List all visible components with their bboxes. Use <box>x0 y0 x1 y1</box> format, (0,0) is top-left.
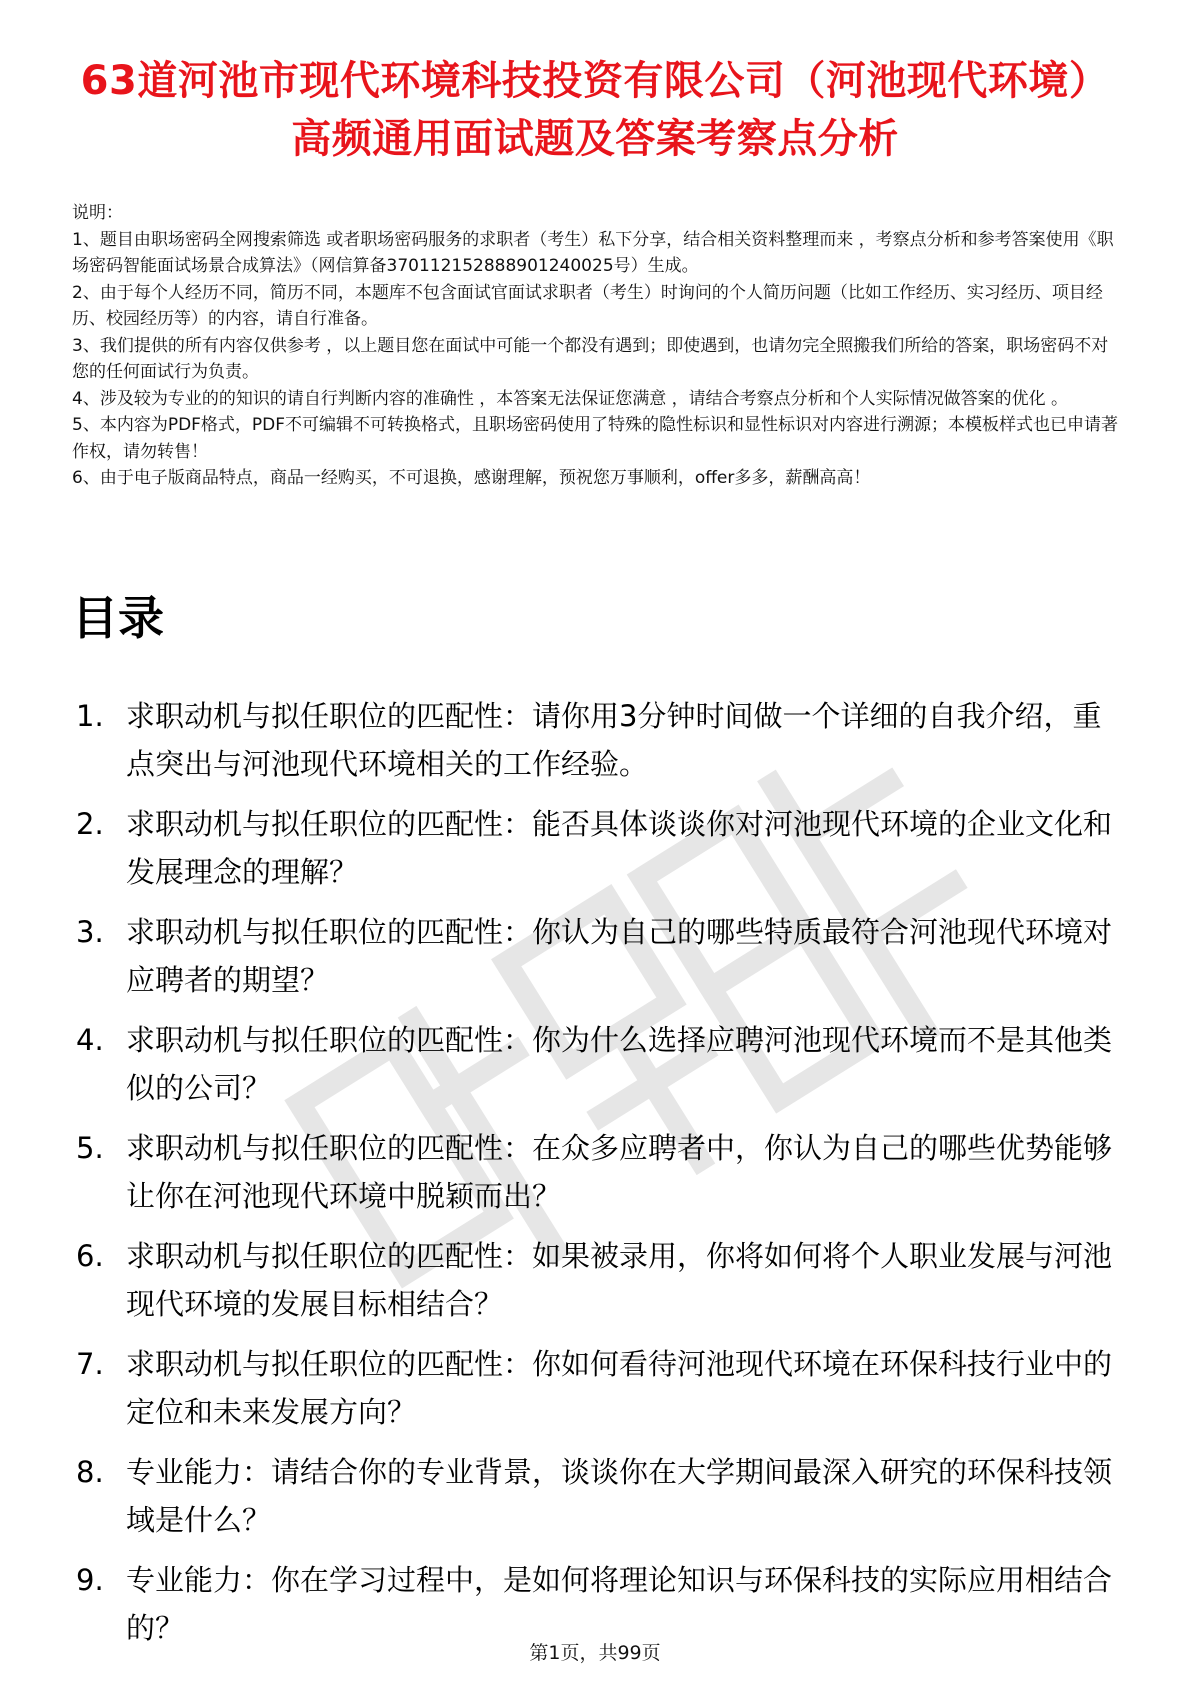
toc-item-text: 求职动机与拟任职位的匹配性：你认为自己的哪些特质最符合河池现代环境对应聘者的期望？ <box>126 915 1113 997</box>
note-item: 2、由于每个人经历不同，简历不同，本题库不包含面试官面试求职者（考生）时询问的个人简历问题（比如工作经历、实习经历、项目经历、校园经历等）的内容，请自行准备。 <box>72 282 1103 329</box>
note-item: 6、由于电子版商品特点，商品一经购买，不可退换，感谢理解，预祝您万事顺利，offer多多，薪酬高高！ <box>72 468 871 488</box>
document-title: 63道河池市现代环境科技投资有限公司（河池现代环境）高频通用面试题及答案考察点分析 <box>80 58 1110 162</box>
toc-item[interactable] <box>72 1232 1120 1328</box>
notes-heading: 说明： <box>72 203 123 223</box>
toc-item-number: 7. <box>76 1347 104 1381</box>
note-item: 4、涉及较为专业的的知识的请自行判断内容的准确性 ，本答案无法保证您满意 ，请结合考察点分析和个人实际情况做答案的优化 。 <box>72 388 1069 409</box>
toc-item-number: 2. <box>76 807 104 841</box>
toc-item-number: 4. <box>76 1023 104 1057</box>
toc-item[interactable] <box>72 1556 1120 1652</box>
toc-item[interactable] <box>72 692 1120 788</box>
toc-item-number: 6. <box>76 1239 104 1273</box>
toc-item[interactable] <box>72 800 1120 896</box>
toc-item-number: 8. <box>76 1455 104 1489</box>
toc-item-text: 专业能力：请结合你的专业背景，谈谈你在大学期间最深入研究的环保科技领域是什么？ <box>126 1455 1113 1537</box>
toc-item[interactable] <box>72 1016 1120 1112</box>
toc-item-text: 专业能力：你在学习过程中，是如何将理论知识与环保科技的实际应用相结合的？ <box>126 1563 1113 1645</box>
note-item: 3、我们提供的所有内容仅供参考 ，以上题目您在面试中可能一个都没有遇到；即使遇到，也请勿完全照搬我们所给的答案，职场密码不对您的任何面试行为负责。 <box>72 335 1109 382</box>
toc-item-text: 求职动机与拟任职位的匹配性：请你用3分钟时间做一个详细的自我介绍，重点突出与河池现代环境相关的工作经验。 <box>126 699 1102 781</box>
toc-item-text: 求职动机与拟任职位的匹配性：你为什么选择应聘河池现代环境而不是其他类似的公司？ <box>126 1023 1113 1105</box>
note-item: 5、本内容为PDF格式，PDF不可编辑不可转换格式，且职场密码使用了特殊的隐性标识和显性标识对内容进行溯源；本模板样式也已申请著作权，请勿转售！ <box>72 415 1119 462</box>
toc-item[interactable] <box>72 908 1120 1004</box>
page-number-footer: 第1页，共99页 <box>529 1642 661 1664</box>
toc-item[interactable] <box>72 1124 1120 1220</box>
notes-section <box>72 200 1120 492</box>
toc-item-text: 求职动机与拟任职位的匹配性：如果被录用，你将如何将个人职业发展与河池现代环境的发展目标相结合？ <box>126 1239 1113 1321</box>
toc-item-text: 求职动机与拟任职位的匹配性：你如何看待河池现代环境在环保科技行业中的定位和未来发展方向？ <box>126 1347 1113 1429</box>
note-item: 1、题目由职场密码全网搜索筛选 或者职场密码服务的求职者（考生）私下分享，结合相关资料整理而来 ，考察点分析和参考答案使用《职场密码智能面试场景合成算法》（网信算备370112152888901240025号）生成。 <box>72 229 1114 276</box>
toc-item-text: 求职动机与拟任职位的匹配性：在众多应聘者中，你认为自己的哪些优势能够让你在河池现代环境中脱颖而出？ <box>126 1131 1113 1213</box>
toc-item-number: 1. <box>76 699 104 733</box>
toc-item-number: 3. <box>76 915 104 949</box>
toc-item[interactable] <box>72 1340 1120 1436</box>
toc-item-text: 求职动机与拟任职位的匹配性：能否具体谈谈你对河池现代环境的企业文化和发展理念的理解？ <box>126 807 1113 889</box>
toc-item-number: 9. <box>76 1563 104 1597</box>
toc-item[interactable] <box>72 1448 1120 1544</box>
toc-heading: 目录 <box>72 591 164 645</box>
toc-list <box>72 692 1120 1664</box>
toc-item-number: 5. <box>76 1131 104 1165</box>
